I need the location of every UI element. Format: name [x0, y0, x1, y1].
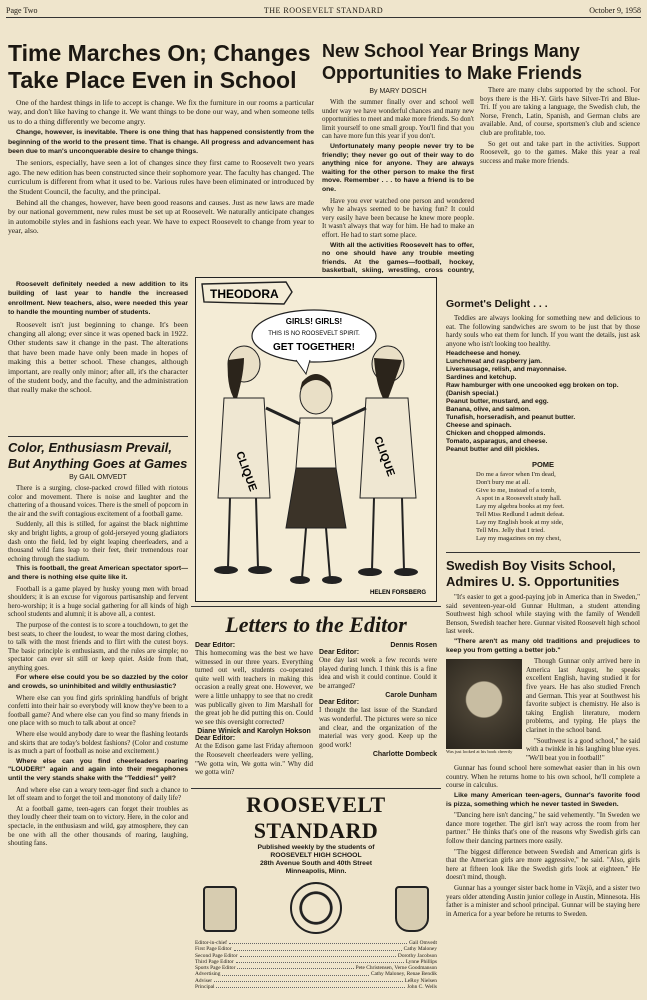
paragraph: The purpose of the contest is to score a touchdown, to get the best seats, to cheer the loudest, to wear the most daring clothes, to talk with the most friends and to flirt with the cutest boys. The basic principle is enthusiasm, and the rules are simple; no spectator can ever sit still or keep quiet. Aside from that, anything goes. — [8, 620, 188, 672]
salutation: Dear Editor: — [195, 642, 236, 649]
paragraph: Roosevelt isn't just beginning to change. It's been changing all along; ever since it was opened back in 1922. Other students saw it change in the past. The alterations that have been made have only been made in hopes of making this a better school. These changes, although important, are really only minor; after all, it's the character of the student body, and the faculty, and the administration that really make the school. — [8, 319, 188, 395]
paragraph: And where else can a weary teen-ager find such a chance to let off steam and to forget the toil and monotony of daily life? — [8, 785, 188, 803]
poem-line: Lay my magazines on my chest, — [476, 535, 561, 543]
paragraph: Gunnar has found school here somewhat easier than in his own country. When he returns home to his own school, he'll complete a course in calculus. — [446, 764, 640, 790]
byline: By GAIL OMVEDT — [69, 474, 127, 481]
list-item: Raw hamburger with one uncooked egg broken on top. (Danish special.) — [446, 382, 619, 398]
staff-row: Advertising Cathy Maloney, Renae Bendik — [195, 971, 437, 978]
staff-row: Principal John C. Wells — [195, 984, 437, 991]
divider — [191, 788, 441, 789]
paragraph: Teddies are always looking for something new and delicious to eat. The following sandwiches are sworn to be just that by those hardy souls who eat them for lunch. If you want the details, just ask anyone who isn't looking too healthy. — [446, 314, 640, 348]
article-new-school-year — [322, 40, 640, 84]
paragraph: Unfortunately many people never try to be friendly; they never go out of their way to do anything nice for anyone. They are always waiting for the other person to make the first move. Remember . . . to have a friend is to be one. — [322, 142, 474, 193]
list-item: Peanut butter, mustard, and egg. — [446, 398, 549, 406]
list-item: Tomato, asparagus, and cheese. — [446, 438, 548, 446]
paragraph: Have you ever watched one person and wondered why he always seemed to be having fun? It could very easily have been because he knew more people. It wasn't always that way for him. He had to make an effort. He had to start some place. — [322, 196, 474, 239]
headline: Color, Enthusiasm Prevail, But Anything Goes at Games — [8, 440, 188, 471]
salutation: Dear Editor: — [319, 699, 360, 707]
list-item: Chicken and chopped almonds. — [446, 430, 546, 438]
poem-line: Tell Mrs. Jelly that I tried. — [476, 527, 545, 535]
paragraph: Behind all the changes, however, have been good reasons and causes. Just as new laws are made by our national government, new rules must be set up at Roosevelt. We naturally anticipate changes in automobile styles and in fashions each year. We have to expect Roosevelt to change from year to year, also. — [8, 198, 314, 236]
clique-left: CLIQUE — [233, 449, 259, 494]
article-football — [8, 440, 188, 988]
list-item: Peanut butter and dill pickles. — [446, 446, 540, 454]
list-item: Tunafish, horseradish, and peanut butter. — [446, 414, 576, 422]
letters-col-2 — [319, 642, 437, 787]
paragraph: Where else would anybody dare to wear the flashing leotards and skirts that are today's boldest fashions? (Color and costume is as much a part of football as noise and excitement.) — [8, 730, 188, 756]
letter-body: One day last week a few records were played during lunch. I think this is a fine idea and wish it could continue. Could it be arranged? — [319, 656, 437, 690]
list-item: Headcheese and honey. — [446, 350, 521, 358]
sandwich-list — [446, 350, 640, 454]
letter-body: At the Edison game last Friday afternoon the Roosevelt cheerleaders were yelling, "We gotta win, We gotta win." Why did we gotta win? — [195, 742, 313, 777]
paragraph: Where else can you find girls sprinkling handfuls of bright confetti into their hair so everybody will know they've been to a football game? And where else can you find so many friends in one place with so much to talk about at once? — [8, 693, 188, 728]
poem-line: Give to me, instead of a tomb, — [476, 487, 556, 495]
letters-header — [195, 612, 437, 640]
paragraph: One of the hardest things in life to accept is change. We fix the furniture in our rooms a particular way, and don't like having to change it. We want things to be done our way, and when someone tells us to do a thing differently we become angry. — [8, 98, 314, 126]
gunnar-photo — [446, 659, 522, 749]
clique-right: CLIQUE — [371, 434, 397, 479]
poem-line: Lay my English book at my side, — [476, 519, 564, 527]
poem-title: POME — [531, 460, 555, 470]
salutation: Dear Editor: — [319, 649, 360, 656]
paragraph: "Dancing here isn't dancing," he said vehemently. "In Sweden we dance more together. The girl isn't way across the room from her partner." He thinks that's one of the reasons why Swedish girls can follow their dancing partners more easily. — [446, 811, 640, 846]
signature: Charlotte Dombeck — [372, 751, 437, 759]
poem-line: Lay my algebra books at my feet. — [476, 503, 565, 511]
paragraph: There is a surging, close-packed crowd filled with riotous color and movement. There is noise and laughter and the chattering of a thousand voices. There is the smell of popcorn in the air and the swift contagious excitement of a football game. — [8, 484, 188, 518]
photo-caption: Was just looked at his book cheerily — [446, 749, 513, 755]
signature: Diane Winick and Karolyn Hokson — [197, 728, 311, 736]
bubble-line-3: GET TOGETHER! — [272, 342, 356, 353]
flag-title: ROOSEVELT STANDARD — [246, 792, 386, 843]
article-body-1 — [8, 98, 314, 273]
paragraph: At a football game, teen-agers can forget their troubles as they loudly cheer their team on to victory. Here, in the color and spectacle, in the enthusiasm and wild, gay atmosphere, they can be one with all the other thousands of roaring, laughing, shouting fans. — [8, 804, 188, 848]
paragraph: "The biggest difference between Swedish and American girls is that the American girls are more aggressive," he said. "Also, girls here at fifteen look like the Swedish girls look at eighteen." He doesn't mind, though. — [446, 847, 640, 882]
paragraph: There are many clubs supported by the school. For boys there is the Hi-Y. Girls have Silver-Tri and Blue-Tri. If you are taking a language, the Swedish club, the Norse, French, Latin, Spanish, and German clubs are available. And, of course, sportsmen's club and science club are profitable, too. — [480, 86, 640, 137]
bubble-line-1: GIRLS! GIRLS! — [285, 317, 343, 326]
article-time-marches — [8, 40, 314, 94]
article-swedish-boy — [446, 558, 640, 993]
paragraph: "Southwest is a good school," he said with a twinkle in his laughing blue eyes. "We'll beat you in football!" — [526, 736, 640, 762]
list-item: Sardines and ketchup. — [446, 374, 517, 382]
cartoon-drawing — [196, 278, 435, 600]
divider — [446, 552, 640, 553]
poem-line: Tell Miss Redlund I admit defeat. — [476, 511, 565, 519]
paragraph: For where else could you be so dazzled by the color and crowds, so uninhibited and wildly enthusiastic? — [8, 674, 188, 691]
press-emblem-left — [203, 886, 237, 932]
page-header — [6, 4, 641, 18]
paragraph: "It's easier to get a good-paying job in America than in Sweden," said seventeen-year-old Gunnar Hultman, a student attending Southwest high school while staying with the family of Wendell Benson, Swedish teacher here. Gunnar visited Roosevelt high school last week. — [446, 593, 640, 636]
signature: Carole Dunham — [385, 692, 437, 700]
byline: By MARY DOSCH — [369, 88, 427, 95]
letter-body: I thought the last issue of the Standard was wonderful. The pictures were so nice and clear, and the organization of the material was very good. Keep up the good work! — [319, 706, 437, 749]
flag-line: ROOSEVELT HIGH SCHOOL — [270, 852, 362, 859]
poem-line: Do me a favor when I'm dead, — [476, 471, 556, 479]
artist-signature: HELEN FORSBERG — [369, 590, 426, 596]
emblem-row — [203, 882, 429, 936]
paragraph: Where else can you find cheerleaders roaring "LOUDER!" again and again into their megaphones until the very stands shake with the "Teddies!" yell? — [8, 757, 188, 782]
paper-flag — [195, 792, 437, 992]
bubble-line-2: THIS IS NO ROOSEVELT SPIRIT. — [268, 331, 360, 337]
signature: Dennis Rosen — [390, 642, 437, 649]
flag-line: Published weekly by the students of — [257, 844, 375, 851]
paragraph: The seniors, especially, have seen a lot of changes since they first came to Roosevelt two years ago. The new edition has been constructed since their sophomore year. The faculty has changed. The curriculum is different from what it used to be. Various rules have been eliminated or introduced by the Student Council, the faculty, and the principal. — [8, 158, 314, 196]
paragraph: Change, however, is inevitable. There is one thing that has happened consistently from the beginning of the world to the present time. That is change. All progress and advancement has been due to man's unconquerable desire to change things. — [8, 129, 314, 156]
headline: Time Marches On; Changes Take Place Even in School — [8, 40, 311, 93]
paragraph: With the summer finally over and school well under way we have wonderful chances and many new opportunities to meet and make more friends. So don't limit yourself to one small group. You'll find that you can have more fun this year if you don't. — [322, 98, 474, 141]
letters-title: Letters to the Editor — [225, 612, 407, 637]
divider — [8, 436, 188, 437]
press-emblem-center — [290, 882, 342, 934]
photo-block — [446, 659, 522, 757]
headline: New School Year Brings Many Opportunities to Make Friends — [322, 41, 583, 83]
staff-row: Third Page Editor Lynne Phillips — [195, 958, 437, 965]
paragraph: Gunnar has a younger sister back home in Växjö, and a sister two years older attending Austin junior college in Austin, Minnesota. His father is a minister and school principal. Gunnar will be staying here in America for a year before he returns to Sweden. — [446, 884, 640, 918]
flag-line: 28th Avenue South and 40th Street — [259, 860, 373, 867]
article-body-1b — [8, 280, 188, 440]
poem-line: A spot in a Roosevelt study hall. — [476, 495, 562, 503]
salutation: Dear Editor: — [195, 735, 236, 743]
paragraph: So get out and take part in the activities. Support Roosevelt, go to the games. Make this year a real success and make more friends. — [480, 139, 640, 165]
article-body-3b — [480, 86, 640, 274]
list-item: Lunchmeat and raspberry jam. — [446, 358, 543, 366]
cartoon-banner: THEODORA — [210, 287, 279, 301]
paragraph: Like many American teen-agers, Gunnar's favorite food is pizza, something which he never tasted in Sweden. — [446, 792, 640, 808]
list-item: Cheese and spinach. — [446, 422, 512, 430]
divider — [191, 606, 441, 607]
paragraph: Suddenly, all this is stilled, for against the black nighttime sky and bright lights, a group of gold-jerseyed young gladiators dash onto the field, led by eight leaping cheerleaders, and a thousand wild fans leap to their feet, their tremendous roar echoing through the stadium. — [8, 520, 188, 563]
staff-row: Editor-in-chief Gail Omvedt — [195, 940, 437, 946]
paragraph: Football is a game played by husky young men with broad shoulders; it is an excuse for vigorous partisanship and fervent hero-worship; it is a huge social gathering for all kinds of high school students and alumni; it is above all, a contest. — [8, 584, 188, 619]
paper-name: THE ROOSEVELT STANDARD — [263, 6, 384, 15]
staff-row: Sports Page Editor Pete Christensen, Verne Goodmanson — [195, 965, 437, 972]
paragraph: Though Gunnar only arrived here in America last August, he speaks excellent English, having studied it for five years. He has also studied French and German. This year at Southwest his favorite subject is chemistry. He also is taking English literature, modern problems, and typing. He plays the clarinet in the school band. — [526, 657, 640, 734]
headline: Gormet's Delight . . . — [446, 298, 548, 310]
staff-box — [195, 940, 437, 990]
page-number: Page Two — [6, 6, 38, 15]
staff-row: Adviser LeRoy Nielsen — [195, 977, 437, 984]
paragraph: "There aren't as many old traditions and prejudices to keep you from getting a better job." — [446, 637, 640, 654]
poem-line: Don't bury me at all. — [476, 479, 531, 487]
theodora-cartoon — [195, 277, 437, 602]
list-item: Liversausage, relish, and mayonnaise. — [446, 366, 567, 374]
paragraph: This is football, the great American spectator sport—and there is nothing else quite like it. — [8, 565, 188, 581]
paragraph: Roosevelt definitely needed a new addition to its building of last year to handle the increased enrollment. New teachers, also, were needed this year to handle the mounting number of students. — [8, 281, 188, 317]
letter-body: This homecoming was the best we have witnessed in our three years. Everything turned out well, students co-operated quite well with teachers in making this occasion a really great one. However, we were a little unhappy to see that no credit was publically given to Jim Marshall for the great job he did putting this on. Could we see this oversight corrected? — [195, 649, 313, 726]
article-body-3a — [322, 86, 474, 274]
poem — [446, 471, 640, 543]
flag-line: Minneapolis, Minn. — [285, 868, 347, 875]
list-item: Banana, olive, and salmon. — [446, 406, 531, 414]
paragraph: With all the activities Roosevelt has to offer, no one should have any trouble meeting friends. At the games—football, hockey, basketball, skiing, wrestling, cross country, — [322, 241, 474, 274]
staff-row: First Page Editor Cathy Maloney — [195, 946, 437, 953]
gourmet-delight — [446, 298, 640, 543]
headline: Swedish Boy Visits School, Admires U. S. Opportunities — [446, 558, 620, 589]
issue-date: October 9, 1958 — [589, 6, 641, 15]
letters-col-1 — [195, 642, 313, 787]
staff-row: Second Page Editor Dorothy Jacobson — [195, 952, 437, 959]
press-emblem-right — [395, 886, 429, 932]
